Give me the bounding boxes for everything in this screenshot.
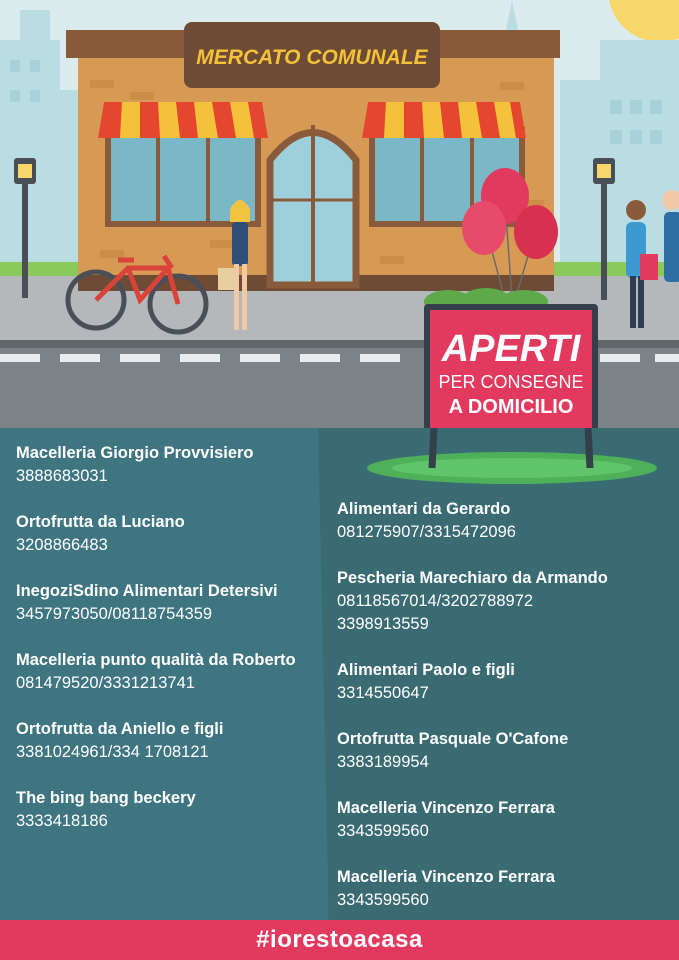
shop-phone: 08118567014/3202788972 — [337, 592, 534, 610]
board-subtitle-1: PER CONSEGNE — [438, 372, 584, 392]
shop-name: Ortofrutta Pasquale O'Cafone — [337, 730, 569, 748]
shop-phone: 3208866483 — [16, 536, 108, 554]
awning-left — [98, 102, 268, 138]
shop-name: Macelleria Vincenzo Ferrara — [337, 799, 555, 817]
awning-right — [362, 102, 526, 138]
shop-phone: 3343599560 — [337, 891, 429, 909]
hashtag-text: #iorestoacasa — [256, 926, 423, 953]
list-item — [16, 442, 326, 488]
shop-phone: 3381024961/334 1708121 — [16, 743, 209, 761]
list-item — [337, 498, 667, 544]
shop-phone: 3383189954 — [337, 753, 429, 771]
shop-name: Macelleria punto qualità da Roberto — [16, 651, 296, 669]
shop-phone: 3333418186 — [16, 812, 108, 830]
shop-phone: 3888683031 — [16, 467, 108, 485]
list-item — [337, 797, 667, 843]
list-item — [16, 718, 326, 764]
open-delivery-board — [424, 304, 598, 430]
board-title: APERTI — [441, 328, 581, 370]
shop-name: Macelleria Giorgio Provvisiero — [16, 444, 254, 462]
shop-phone: 3343599560 — [337, 822, 429, 840]
list-item — [16, 511, 326, 557]
shop-list-left — [16, 442, 326, 856]
shop-phone: 081479520/3331213741 — [16, 674, 195, 692]
list-item — [337, 659, 667, 705]
list-item — [16, 649, 326, 695]
shop-phone: 3457973050/08118754359 — [16, 605, 213, 623]
shop-name: Alimentari da Gerardo — [337, 500, 511, 518]
list-item — [337, 728, 667, 774]
shop-name: The bing bang beckery — [16, 789, 196, 807]
market-sign-text: MERCATO COMUNALE — [196, 46, 428, 69]
shop-name: InegoziSdino Alimentari Detersivi — [16, 582, 278, 600]
shop-name: Ortofrutta da Luciano — [16, 513, 185, 531]
list-item — [337, 866, 667, 912]
shop-phone: 081275907/3315472096 — [337, 523, 516, 541]
list-item — [16, 580, 326, 626]
shop-name: Macelleria Vincenzo Ferrara — [337, 868, 555, 886]
shop-name: Pescheria Marechiaro da Armando — [337, 569, 608, 587]
shop-name: Ortofrutta da Aniello e figli — [16, 720, 224, 738]
shop-name: Alimentari Paolo e figli — [337, 661, 515, 679]
list-item — [337, 567, 667, 636]
shop-phone-secondary: 3398913559 — [337, 615, 429, 633]
footer-banner — [0, 920, 679, 960]
shop-list-right — [337, 498, 667, 935]
board-subtitle-2: A DOMICILIO — [448, 396, 574, 418]
list-item — [16, 787, 326, 833]
shop-phone: 3314550647 — [337, 684, 429, 702]
market-illustration — [0, 0, 679, 430]
